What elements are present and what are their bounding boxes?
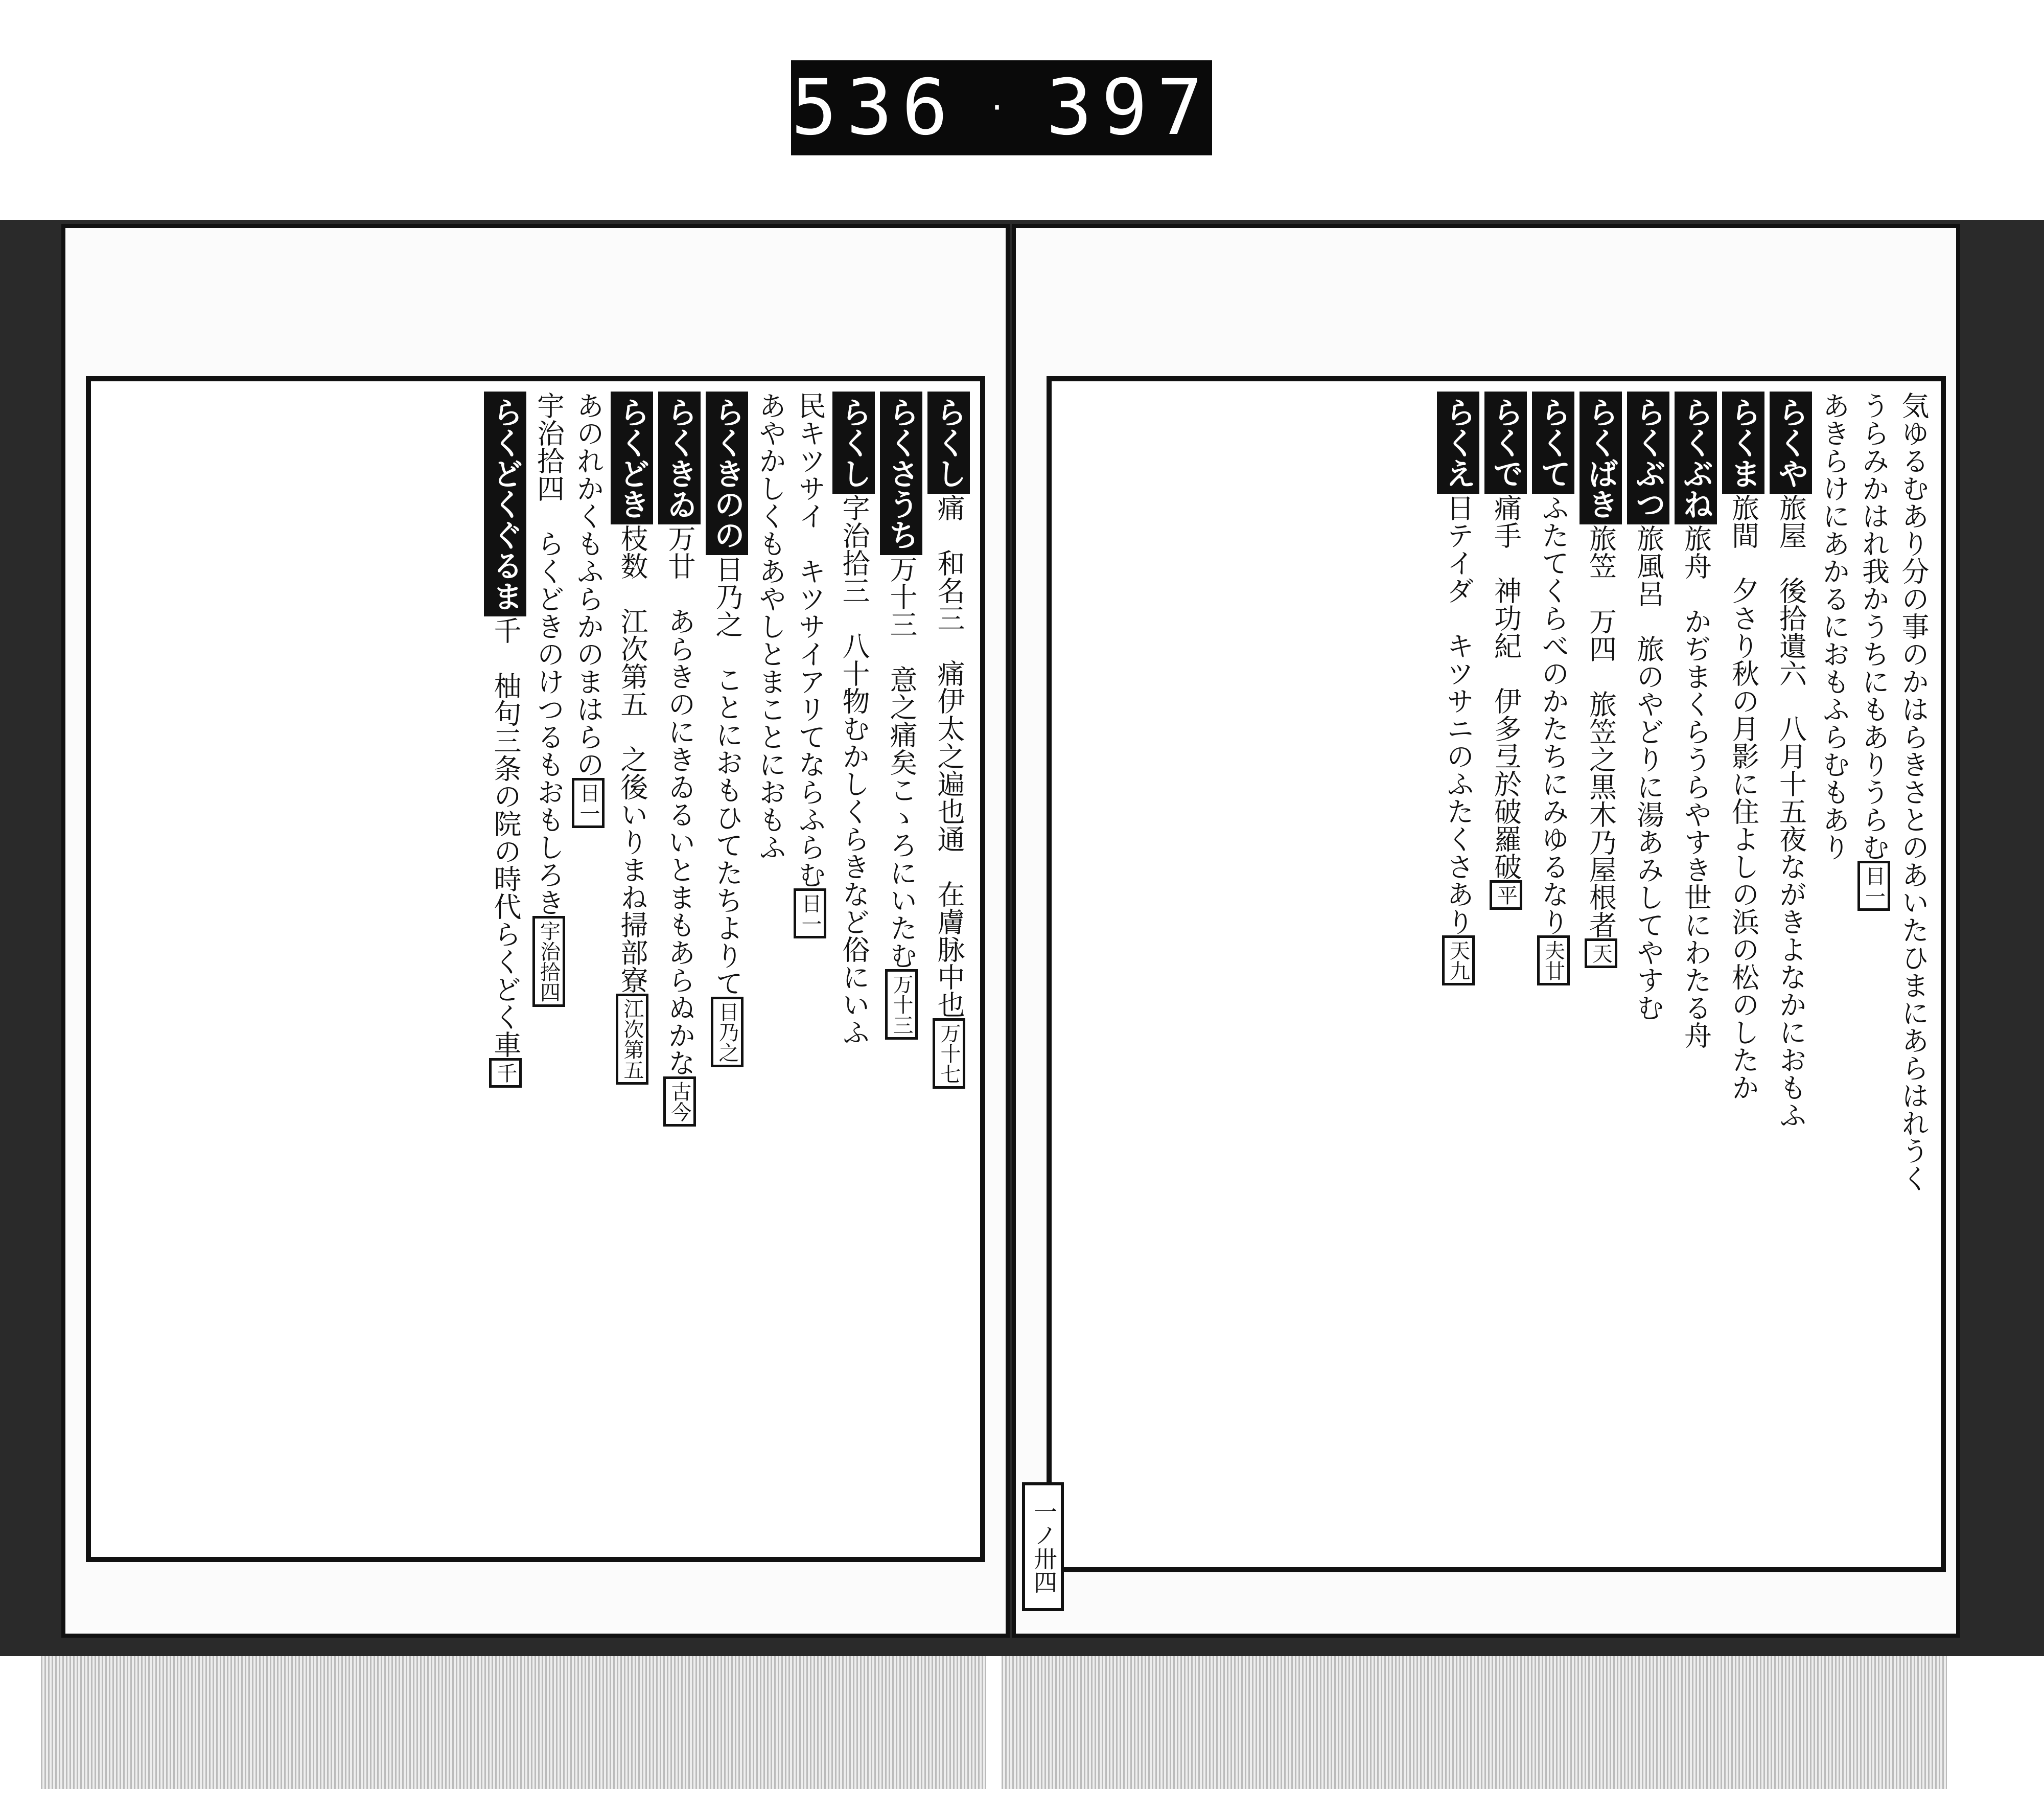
citation-box: 江次第五 — [616, 994, 648, 1085]
citation-box: 平 — [1490, 880, 1522, 910]
headword: らくどき — [611, 392, 653, 524]
citation-box: 古今 — [663, 1076, 696, 1127]
entry-text: 千 柚句三条の院の時代らくどく車 — [490, 616, 522, 1058]
headword: らくさうち — [880, 392, 922, 555]
entry-column — [1675, 392, 1717, 1557]
entry-column — [1817, 392, 1852, 1557]
citation-box: 日乃之 — [711, 997, 744, 1067]
entry-column — [1437, 392, 1479, 1557]
right-page-edges — [1002, 1656, 1947, 1789]
entry-column — [1856, 392, 1891, 1557]
headword: らくで — [1484, 392, 1527, 494]
headword: らくて — [1532, 392, 1574, 494]
entry-text: 旅笠 万四 旅笠之黒木乃屋根者 — [1585, 524, 1617, 938]
entry-column — [880, 392, 922, 1547]
entry-text: 旅舟 かぢまくらうらやすき世にわたる舟 — [1680, 524, 1712, 1049]
left-page — [61, 224, 1010, 1638]
folio-number: 一ノ卅四 — [1022, 1482, 1064, 1611]
entry-column — [753, 392, 788, 1547]
entry-column — [832, 392, 875, 1547]
entry-column — [1722, 392, 1764, 1557]
headword: らくし — [832, 392, 875, 494]
entry-column — [1532, 392, 1574, 1557]
entry-column — [927, 392, 970, 1547]
entry-text: 痛手 神功紀 伊多弖於破羅破 — [1490, 494, 1522, 880]
right-columns — [1062, 392, 1931, 1557]
citation-box: 日一 — [572, 778, 605, 828]
entry-column — [1627, 392, 1669, 1557]
headword: らくし — [927, 392, 970, 494]
citation-box: 天 — [1585, 938, 1617, 968]
headword: らくぶつ — [1627, 392, 1669, 524]
entry-column — [1770, 392, 1812, 1557]
entry-column — [531, 392, 566, 1547]
entry-text: 旅風呂 旅のやどりに湯あみしてやすむ — [1632, 524, 1665, 1021]
citation-box: 夫廿 — [1537, 935, 1570, 985]
entry-text: 字治拾三 八十物むかしくらきなど俗にいふ — [838, 494, 870, 1046]
entry-text: 気ゆるむあり分の事のかはらきさとのあいたひまにあらはれうく — [1897, 392, 1930, 1192]
entry-text: 旅間 夕さり秋の月影に住よしの浜の松のしたか — [1727, 494, 1760, 1101]
entry-column — [793, 392, 828, 1547]
citation-box: 日一 — [1857, 861, 1890, 911]
entry-column — [658, 392, 701, 1547]
right-page — [1012, 224, 1960, 1638]
left-text-frame — [86, 376, 985, 1562]
entry-text: あきらけにあかるにおもふらむもあり — [1818, 392, 1850, 861]
entry-column — [1580, 392, 1622, 1557]
citation-box: 日一 — [794, 888, 826, 938]
entry-text: 宇治拾四 らくどきのけつるもおもしろき — [532, 392, 565, 916]
headword: らくきのの — [706, 392, 748, 555]
catalog-number-left: 536 — [791, 63, 957, 152]
right-text-frame — [1047, 376, 1946, 1572]
catalog-number-right: 397 — [1046, 63, 1212, 152]
entry-text: あやかしくもあやしとまことにおもふ — [754, 392, 787, 861]
headword: らくぶね — [1675, 392, 1717, 524]
entry-text: 日テイダ キツサニのふたくさあり — [1442, 494, 1475, 935]
entry-column — [706, 392, 748, 1547]
left-page-edges — [41, 1656, 986, 1789]
citation-box: 千 — [489, 1058, 522, 1088]
citation-box: 万十七 — [933, 1018, 965, 1089]
entry-text: あのれかくもふらかのまはらの — [572, 392, 605, 778]
headword: らくや — [1770, 392, 1812, 494]
catalog-separator: · — [987, 90, 1016, 126]
entry-text: ふたてくらべのかたちにみゆるなり — [1537, 494, 1570, 935]
entry-text: うらみかはれ我かうちにもありうらむ — [1857, 392, 1890, 861]
entry-text: 痛 和名三 痛伊太之遍也通 在膚脉中也 — [933, 494, 965, 1018]
citation-box: 天九 — [1442, 935, 1475, 985]
entry-column — [484, 392, 526, 1547]
entry-column — [611, 392, 653, 1547]
headword: らくどくぐるま — [484, 392, 526, 616]
catalog-label — [791, 60, 1212, 155]
headword: らくきゐ — [658, 392, 701, 524]
entry-column — [571, 392, 606, 1547]
headword: らくばき — [1580, 392, 1622, 524]
entry-text: 旅屋 後拾遺六 八月十五夜ながきよなかにおもふ — [1775, 494, 1807, 1129]
headword: らくま — [1722, 392, 1764, 494]
entry-text: 万廿 あらきのにきゐるいとまもあらぬかな — [664, 524, 696, 1076]
entry-text: 民キツサイ キツサイアリてならふらむ — [794, 392, 826, 888]
entry-text: 日乃之 ことにおもひてたちよりて — [711, 555, 744, 997]
entry-text: 枝数 江次第五 之後いりまね掃部寮 — [616, 524, 648, 994]
citation-box: 万十三 — [885, 969, 918, 1040]
entry-text: 万十三 意之痛矣こゝろにいたむ — [886, 555, 918, 969]
citation-box: 宇治拾四 — [532, 916, 565, 1007]
headword: らくえ — [1437, 392, 1479, 494]
left-columns — [101, 392, 970, 1547]
entry-column — [1484, 392, 1527, 1557]
entry-column — [1896, 392, 1931, 1557]
